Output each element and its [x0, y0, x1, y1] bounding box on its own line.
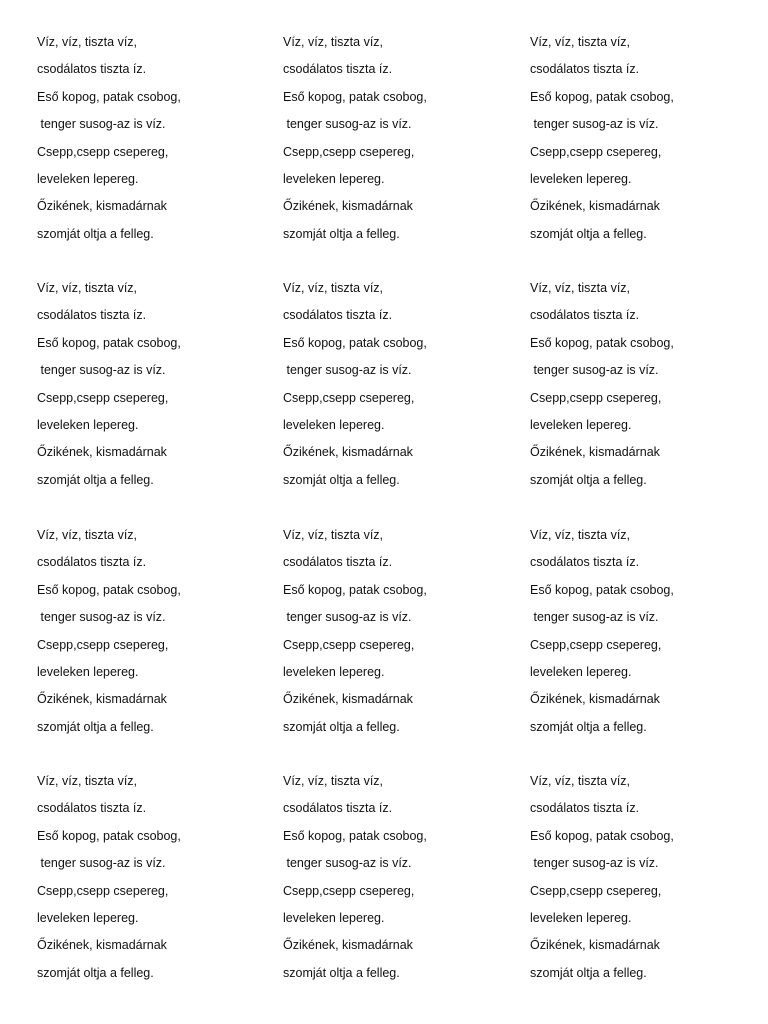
- poem-block: [37, 771, 267, 990]
- poem-line: Őzikének, kismadárnak: [283, 199, 413, 214]
- poem-line: leveleken lepereg.: [37, 665, 139, 679]
- poem-line: Eső kopog, patak csobog,: [530, 582, 674, 597]
- poem-line: Víz, víz, tiszta víz,: [530, 35, 631, 49]
- poem-block: [283, 525, 513, 744]
- poem-line: Őzikének, kismadárnak: [37, 199, 167, 214]
- poem-line: leveleken lepereg.: [530, 665, 632, 679]
- poem-line: csodálatos tiszta íz.: [283, 62, 393, 77]
- poem-line: Csepp,csepp csepereg,: [37, 144, 169, 159]
- poem-line: Eső kopog, patak csobog,: [283, 89, 427, 104]
- poem-line: Eső kopog, patak csobog,: [530, 828, 674, 843]
- poem-line: Csepp,csepp csepereg,: [530, 390, 662, 405]
- poem-line: Csepp,csepp csepereg,: [37, 883, 169, 898]
- poem-line: Eső kopog, patak csobog,: [283, 828, 427, 843]
- poem-line: csodálatos tiszta íz.: [37, 62, 147, 77]
- poem-block: [530, 278, 760, 497]
- poem-line: leveleken lepereg.: [37, 911, 139, 925]
- poem-block: [283, 32, 513, 251]
- poem-line: szomját oltja a felleg.: [37, 472, 154, 487]
- poem-line: szomját oltja a felleg.: [37, 719, 154, 734]
- poem-line: Őzikének, kismadárnak: [37, 692, 167, 707]
- poem-line: Víz, víz, tiszta víz,: [530, 774, 631, 788]
- poem-line: Őzikének, kismadárnak: [530, 199, 660, 214]
- poem-line: Eső kopog, patak csobog,: [530, 335, 674, 350]
- poem-line: szomját oltja a felleg.: [283, 226, 400, 241]
- poem-line: leveleken lepereg.: [37, 172, 139, 186]
- poem-line: leveleken lepereg.: [37, 418, 139, 432]
- poem-line: tenger susog-az is víz.: [530, 856, 659, 871]
- poem-line: szomját oltja a felleg.: [530, 965, 647, 980]
- poem-line: szomját oltja a felleg.: [530, 719, 647, 734]
- poem-line: Víz, víz, tiszta víz,: [37, 774, 138, 788]
- poem-line: tenger susog-az is víz.: [530, 363, 659, 378]
- poem-line: leveleken lepereg.: [283, 911, 385, 925]
- poem-line: Víz, víz, tiszta víz,: [37, 528, 138, 542]
- poem-line: Víz, víz, tiszta víz,: [37, 281, 138, 295]
- poem-line: Csepp,csepp csepereg,: [37, 390, 169, 405]
- poem-line: csodálatos tiszta íz.: [37, 555, 147, 570]
- poem-block: [283, 771, 513, 990]
- poem-line: Csepp,csepp csepereg,: [283, 637, 415, 652]
- poem-line: Eső kopog, patak csobog,: [37, 828, 181, 843]
- poem-line: leveleken lepereg.: [530, 172, 632, 186]
- poem-line: Őzikének, kismadárnak: [37, 938, 167, 953]
- poem-line: Eső kopog, patak csobog,: [37, 89, 181, 104]
- poem-line: Víz, víz, tiszta víz,: [283, 774, 384, 788]
- poem-line: Őzikének, kismadárnak: [530, 938, 660, 953]
- poem-line: tenger susog-az is víz.: [530, 117, 659, 132]
- poem-line: Víz, víz, tiszta víz,: [283, 281, 384, 295]
- poem-line: Csepp,csepp csepereg,: [283, 883, 415, 898]
- poem-line: szomját oltja a felleg.: [37, 965, 154, 980]
- poem-line: Víz, víz, tiszta víz,: [283, 35, 384, 49]
- poem-line: Őzikének, kismadárnak: [37, 445, 167, 460]
- poem-line: Víz, víz, tiszta víz,: [530, 281, 631, 295]
- poem-line: csodálatos tiszta íz.: [530, 801, 640, 816]
- poem-line: Csepp,csepp csepereg,: [283, 390, 415, 405]
- poem-block: [37, 525, 267, 744]
- poem-line: csodálatos tiszta íz.: [283, 555, 393, 570]
- poem-line: tenger susog-az is víz.: [283, 610, 412, 625]
- poem-block: [530, 525, 760, 744]
- poem-line: csodálatos tiszta íz.: [530, 555, 640, 570]
- poem-line: Víz, víz, tiszta víz,: [283, 528, 384, 542]
- poem-line: Víz, víz, tiszta víz,: [530, 528, 631, 542]
- poem-line: tenger susog-az is víz.: [530, 610, 659, 625]
- poem-line: Eső kopog, patak csobog,: [283, 582, 427, 597]
- poem-line: csodálatos tiszta íz.: [37, 801, 147, 816]
- poem-line: csodálatos tiszta íz.: [530, 308, 640, 323]
- poem-line: Őzikének, kismadárnak: [283, 938, 413, 953]
- poem-line: Őzikének, kismadárnak: [530, 692, 660, 707]
- poem-line: Csepp,csepp csepereg,: [283, 144, 415, 159]
- poem-line: Eső kopog, patak csobog,: [37, 335, 181, 350]
- poem-line: szomját oltja a felleg.: [283, 719, 400, 734]
- poem-line: szomját oltja a felleg.: [283, 965, 400, 980]
- poem-line: tenger susog-az is víz.: [37, 610, 166, 625]
- poem-line: Csepp,csepp csepereg,: [37, 637, 169, 652]
- poem-line: csodálatos tiszta íz.: [283, 801, 393, 816]
- poem-line: tenger susog-az is víz.: [37, 856, 166, 871]
- poem-line: leveleken lepereg.: [530, 911, 632, 925]
- poem-line: leveleken lepereg.: [283, 172, 385, 186]
- poem-line: Csepp,csepp csepereg,: [530, 637, 662, 652]
- poem-line: szomját oltja a felleg.: [37, 226, 154, 241]
- poem-line: Víz, víz, tiszta víz,: [37, 35, 138, 49]
- poem-line: tenger susog-az is víz.: [37, 363, 166, 378]
- poem-line: szomját oltja a felleg.: [530, 226, 647, 241]
- poem-line: tenger susog-az is víz.: [283, 856, 412, 871]
- poem-line: leveleken lepereg.: [283, 665, 385, 679]
- poem-block: [283, 278, 513, 497]
- poem-line: Eső kopog, patak csobog,: [283, 335, 427, 350]
- poem-line: Csepp,csepp csepereg,: [530, 883, 662, 898]
- poem-line: szomját oltja a felleg.: [283, 472, 400, 487]
- poem-line: tenger susog-az is víz.: [283, 117, 412, 132]
- poem-line: Eső kopog, patak csobog,: [37, 582, 181, 597]
- poem-line: leveleken lepereg.: [283, 418, 385, 432]
- poem-line: szomját oltja a felleg.: [530, 472, 647, 487]
- poem-line: tenger susog-az is víz.: [37, 117, 166, 132]
- poem-block: [37, 32, 267, 251]
- poem-line: Őzikének, kismadárnak: [530, 445, 660, 460]
- poem-line: csodálatos tiszta íz.: [530, 62, 640, 77]
- poem-block: [37, 278, 267, 497]
- poem-line: Csepp,csepp csepereg,: [530, 144, 662, 159]
- poem-line: Eső kopog, patak csobog,: [530, 89, 674, 104]
- poem-block: [530, 771, 760, 990]
- poem-block: [530, 32, 760, 251]
- poem-line: Őzikének, kismadárnak: [283, 445, 413, 460]
- poem-line: leveleken lepereg.: [530, 418, 632, 432]
- poem-line: tenger susog-az is víz.: [283, 363, 412, 378]
- poem-line: Őzikének, kismadárnak: [283, 692, 413, 707]
- poem-line: csodálatos tiszta íz.: [283, 308, 393, 323]
- poem-line: csodálatos tiszta íz.: [37, 308, 147, 323]
